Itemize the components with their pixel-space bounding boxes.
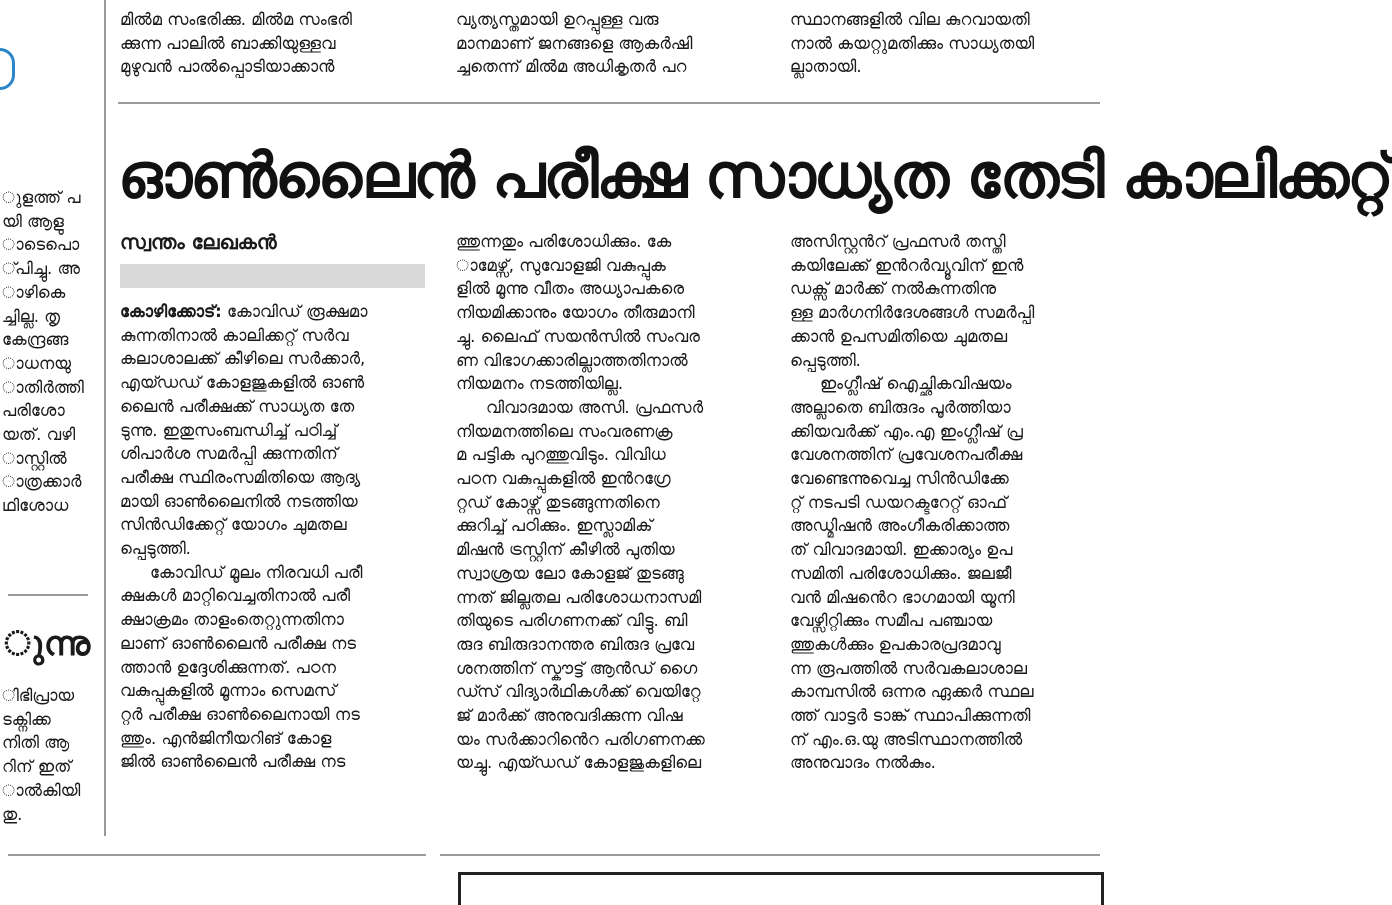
text-line: മായി ഓൺലൈനിൽ നടത്തിയ xyxy=(120,491,358,511)
text-line: റ്റർ പരീക്ഷ ഓൺലൈനായി നട xyxy=(120,704,360,724)
text-line: ഡ്സ് വിദ്യാർഥികൾക്ക് വെയിറ്റേ xyxy=(456,682,701,702)
text-line: ഇംഗ്ലീഷ് ഐച്ഛികവിഷയം xyxy=(820,374,1012,394)
left-strip-story-2 xyxy=(2,684,96,826)
text-line: പ്പെടുത്തി. xyxy=(790,350,861,370)
strip-line: യത്. വഴി xyxy=(2,425,76,445)
blue-bracket-mark xyxy=(0,48,15,90)
text-line: യച്ചു. എയ്ഡഡ് കോളജുകളിലെ xyxy=(456,753,702,773)
dateline: കോഴിക്കോട്: xyxy=(120,302,222,321)
strip-line: ാതിർത്തി xyxy=(2,377,84,397)
strip-line: ച്ചില്ല. തൃ xyxy=(2,306,61,326)
text-line: നാൽ കയറ്റുമതിക്കും സാധ്യതയി xyxy=(790,33,1035,53)
article-col-3 xyxy=(790,230,1106,775)
strip-line: ാടെപൊ xyxy=(2,235,80,255)
article-headline: ഓൺലൈൻ പരീക്ഷ സാധ്യത തേടി കാലിക്കറ്റ് xyxy=(118,139,1392,212)
text-line: ാമേഴ്സ്, സുവോളജി വകുപ്പുക xyxy=(456,255,666,275)
article-col-1 xyxy=(120,300,432,774)
strip-line: തു. xyxy=(2,804,23,824)
text-line: നിയമിക്കാനും യോഗം തീരുമാനി xyxy=(456,303,695,323)
text-line: എയ്ഡഡ് കോളജുകളിൽ ഓൺ xyxy=(120,373,365,393)
text-line: പഠന വകുപ്പുകളിൽ ഇൻറഗ്രേ xyxy=(456,469,671,489)
text-line: വേണ്ടെന്നുവെച്ച സിൻഡിക്കേ xyxy=(790,469,1009,489)
top-story-col-1 xyxy=(120,8,430,79)
text-line: വകുപ്പുകളിൽ മൂന്നാം സെമസ് xyxy=(120,681,337,701)
text-line: കോവിഡ് മൂലം നിരവധി പരീ xyxy=(150,562,363,582)
bottom-left-rule xyxy=(8,854,426,856)
text-line: ടുന്നു. ഇതുസംബന്ധിച്ച് പഠിച്ച് xyxy=(120,420,338,440)
text-line: ക്കുന്ന പാലിൽ ബാക്കിയുള്ളവ xyxy=(120,33,336,53)
text-line: ള്ള മാർഗനിർദേശങ്ങൾ സമർപ്പി xyxy=(790,303,1035,323)
text-line: ന്ന രൂപത്തിൽ സർവകലാശാല xyxy=(790,658,1027,678)
strip-line: ുളത്ത് പ xyxy=(2,188,81,207)
strip-line: നിതി ആ xyxy=(2,733,70,753)
text-line: സ്വാശ്രയ ലോ കോളജ് തുടങ്ങു xyxy=(456,563,684,583)
text-line: രുദ ബിരുദാനന്തര ബിരുദ പ്രവേ xyxy=(456,634,695,654)
strip-line: ാഴികെ xyxy=(2,282,66,302)
text-line: നിയമനം നടത്തിയില്ല. xyxy=(456,374,624,394)
text-line: ണ വിഭാഗക്കാരില്ലാത്തതിനാൽ xyxy=(456,350,688,370)
left-strip-story xyxy=(2,186,96,518)
text-line: ന് എം.ഒ.യു അടിസ്ഥാനത്തിൽ xyxy=(790,729,1023,749)
text-line: പരീക്ഷ സ്ഥിരംസമിതിയെ ആദ്യ xyxy=(120,467,361,487)
strip-line: ഥിശോധ xyxy=(2,496,69,516)
text-line: അസിസ്റ്റൻറ് പ്രഫസർ തസ്തി xyxy=(790,232,1006,251)
text-line: ക്ഷകൾ മാറ്റിവെച്ചതിനാൽ പരീ xyxy=(120,586,351,606)
text-line: മിഷൻ ട്രസ്റ്റിന് കീഴിൽ പുതിയ xyxy=(456,540,675,560)
byline: സ്വന്തം ലേഖകൻ xyxy=(120,230,277,254)
text-line: കാമ്പസിൽ ഒന്നര ഏക്കർ സ്ഥല xyxy=(790,682,1034,702)
strip-line: ാസ്റ്റിൽ xyxy=(2,448,67,468)
text-line: സമിതി പരിശോധിക്കും. ജലജീ xyxy=(790,563,1012,583)
text-line: വൻ മിഷൻെറ ഭാഗമായി യൂനി xyxy=(790,587,1015,607)
text-line: ച്ചതെന്ന് മിൽമ അധികൃതർ പറ xyxy=(456,57,687,77)
text-line: തിയുടെ പരിഗണനക്ക് വിട്ടു. ബി xyxy=(456,611,688,631)
text-line: ഡക്സ് മാർക്ക് നൽകുന്നതിനു xyxy=(790,279,997,299)
strip-line: ിഭിപ്രായ xyxy=(2,686,75,705)
text-line: വ്യത്യസ്തമായി ഉറപ്പുള്ള വരു xyxy=(456,10,659,29)
strip-line: റിന് ഇത് xyxy=(2,757,72,777)
text-line: ളിൽ മൂന്നു വീതം അധ്യാപകരെ xyxy=(456,279,685,299)
text-line: റ്റഡ് കോഴ്സ് തുടങ്ങുന്നതിനെ xyxy=(456,492,660,512)
text-line: ത്താൻ ഉദ്ദേശിക്കുന്നത്. പഠന xyxy=(120,657,336,677)
text-line: മിൽമ സംഭരിക്കു. മിൽമ സംഭരി xyxy=(120,10,352,29)
text-line: വേശനത്തിന് പ്രവേശനപരീക്ഷ xyxy=(790,445,1023,465)
text-line: റ്റ് നടപടി ഡയറക്ടറേറ്റ് ഓഫ് xyxy=(790,492,1008,512)
text-line xyxy=(120,300,432,324)
strip-line: ാത്രക്കാർ xyxy=(2,472,82,492)
vertical-column-rule xyxy=(104,0,106,836)
text-line: ജിൽ ഓൺലൈൻ പരീക്ഷ നട xyxy=(120,752,346,772)
text-line: ശനത്തിന് സ്കൗട്ട് ആൻഡ് ഗൈ xyxy=(456,658,698,678)
text-line: ച്ചു. ലൈഫ് സയൻസിൽ സംവര xyxy=(456,326,700,346)
text-line: ത്തുകൾക്കും ഉപകാരപ്രദമാവു xyxy=(790,634,1001,654)
text-line: ക്കാൻ ഉപസമിതിയെ ചുമതല xyxy=(790,326,1008,346)
text-line: മ പട്ടിക പുറത്തുവിടും. വിവിധ xyxy=(456,445,666,465)
text-line: മുഴുവൻ പാൽപ്പൊടിയാക്കാൻ xyxy=(120,57,335,77)
strip-line: ്പിച്ചു. അ xyxy=(2,259,80,279)
text-line: ക്ഷാക്രമം താളംതെറ്റുന്നതിനാ xyxy=(120,610,344,630)
article-col-2 xyxy=(456,230,772,775)
strip-heading: ുന്നു xyxy=(4,624,91,664)
text-line: ല്ലാതായി. xyxy=(790,57,862,77)
text-fragment: കോവിഡ് രൂക്ഷമാ xyxy=(221,302,368,321)
byline-grey-band xyxy=(120,264,425,288)
strip-divider xyxy=(8,594,88,596)
strip-line: യി ആളു xyxy=(2,211,64,231)
text-line: ശിപാർശ സമർപ്പി ക്കുന്നതിന് xyxy=(120,444,338,464)
text-line: ക്കുറിച്ച് പഠിക്കും. ഇസ്ലാമിക് xyxy=(456,516,653,536)
text-line: സിൻഡിക്കേറ്റ് യോഗം ചുമതല xyxy=(120,515,347,535)
strip-line: ാൽകിയി xyxy=(2,780,81,800)
text-line: ന്നത് ജില്ലതല പരിശോധനാസമി xyxy=(456,587,702,607)
bottom-box-frame xyxy=(458,872,1104,905)
strip-line: കേന്ദ്രങ്ങ xyxy=(2,330,69,350)
text-line: നിയമനത്തിലെ സംവരണക്ര xyxy=(456,421,673,441)
bottom-right-rule xyxy=(440,854,1100,856)
strip-line: ടക്നിക്ക xyxy=(2,709,51,729)
text-line: പ്പെടുത്തി. xyxy=(120,539,191,559)
text-line: സ്ഥാനങ്ങളിൽ വില കുറവായതി xyxy=(790,10,1030,29)
text-line: ലാണ് ഓൺലൈൻ പരീക്ഷ നട xyxy=(120,633,357,653)
text-line: മാനമാണ് ജനങ്ങളെ ആകർഷി xyxy=(456,33,693,53)
text-line: ത്തും. എൻജിനീയറിങ് കോള xyxy=(120,728,332,748)
text-line: ത് വിവാദമായി. ഇക്കാര്യം ഉപ xyxy=(790,540,1013,560)
text-line: ത്തുന്നതും പരിശോധിക്കും. കേ xyxy=(456,232,672,251)
strip-line: പരിശോ xyxy=(2,401,65,421)
text-line: വിവാദമായ അസി. പ്രഫസർ xyxy=(486,397,704,417)
text-line: യം സർക്കാറിൻെറ പരിഗണനക്ക xyxy=(456,729,705,749)
strip-line: ാധനയു xyxy=(2,353,72,373)
text-line: അനുവാദം നൽകും. xyxy=(790,753,936,773)
top-story-col-2 xyxy=(456,8,766,79)
text-line: ജ് മാർക്ക് അനുവദിക്കുന്ന വിഷ xyxy=(456,706,683,726)
text-line: ലൈൻ പരീക്ഷക്ക് സാധ്യത തേ xyxy=(120,396,355,416)
text-line: കയിലേക്ക് ഇൻറർവ്യൂവിന് ഇൻ xyxy=(790,255,1024,275)
text-line: വേഴ്സിറ്റിക്കും സമീപ പഞ്ചായ xyxy=(790,611,993,631)
top-story-col-3 xyxy=(790,8,1100,79)
text-line: അല്ലാതെ ബിരുദം പൂർത്തിയാ xyxy=(790,397,1011,417)
text-line: കുന്നതിനാൽ കാലിക്കറ്റ് സർവ xyxy=(120,325,349,345)
text-line: അഡ്മിഷൻ അംഗീകരിക്കാത്ത xyxy=(790,516,1010,536)
text-line: കലാശാലക്ക് കീഴിലെ സർക്കാർ, xyxy=(120,349,366,369)
top-section-rule xyxy=(118,102,1100,104)
text-line: ക്കിയവർക്ക് എം.എ ഇംഗ്ലീഷ് പ്ര xyxy=(790,421,1023,441)
text-line: ത്ത് വാട്ടർ ടാങ്ക് സ്ഥാപിക്കുന്നതി xyxy=(790,706,1031,726)
